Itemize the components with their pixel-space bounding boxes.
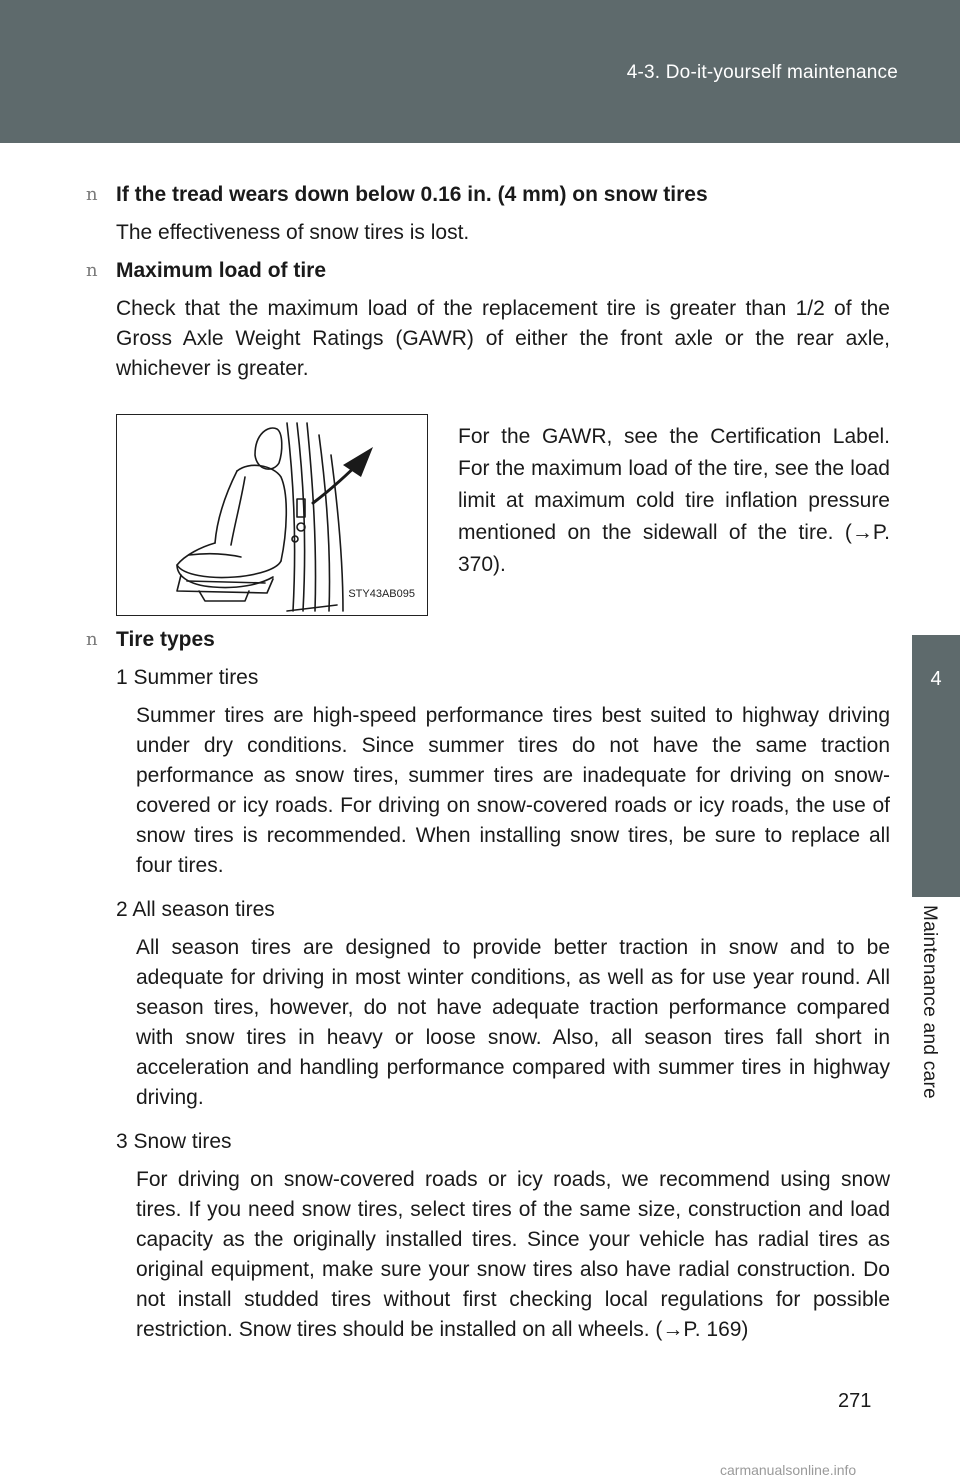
chapter-number: 4: [930, 668, 942, 690]
seat-door-illustration: [116, 414, 428, 616]
item-body-all-season: All season tires are designed to provide better traction in snow and to be adequate for driving in most winter conditions, as well as for use year round. All season tires, however, do not have adequate traction performance compared with snow tires in heavy or loose snow. Also, all season tires fall short in acceleration and handling performance compared with summer tires in highway driving.: [136, 936, 890, 1109]
item-title-all-season: 2 All season tires: [116, 898, 275, 921]
watermark: carmanualsonline.info: [720, 1462, 857, 1478]
heading-tire-types: n Tire types: [72, 625, 890, 655]
item-title-snow: 3 Snow tires: [116, 1130, 232, 1153]
chapter-label: Maintenance and care: [919, 905, 940, 1100]
item-body-summer: Summer tires are high-speed performance tires best suited to highway driving under dry conditions. Since summer tires do not have the same traction performance as snow tires, summer tires are inadequate for driving on snow-covered or icy roads. For driving on snow-covered roads or icy roads, the use of snow tires is recommended. When installing snow tires, be sure to replace all four tires.: [136, 704, 890, 877]
figure-code: STY43AB095: [348, 588, 415, 600]
section-title: 4-3. Do-it-yourself maintenance: [626, 62, 898, 83]
figure-caption: For the GAWR, see the Certification Label. For the maximum load of the tire, see the load limit at maximum cold tire inflation pressure mentioned on the sidewall of the tire. (→P. 370).: [458, 425, 890, 576]
paragraph-max-load: Check that the maximum load of the replacement tire is greater than 1/2 of the Gross Axle Weight Ratings (GAWR) of either the front axle or the rear axle, whichever is greater.: [116, 297, 890, 380]
heading-max-load: n Maximum load of tire: [72, 256, 890, 286]
figure-row: [72, 400, 890, 615]
bullet-icon: n: [86, 629, 98, 650]
paragraph-snow-tread: The effectiveness of snow tires is lost.: [116, 221, 470, 244]
bullet-icon: n: [86, 184, 98, 205]
item-body-snow: For driving on snow-covered roads or icy roads, we recommend using snow tires. If you need snow tires, select tires of the same size, construction and load capacity as the originally installed tires. Since your vehicle has radial tires as original equipment, make sure your snow tires also have radial construction. Do not install studded tires without first checking local regulations for possible restriction. Snow tires should be installed on all wheels. (→P. 169): [136, 1168, 890, 1341]
page-number: 271: [838, 1390, 872, 1412]
item-title-summer: 1 Summer tires: [116, 666, 259, 689]
page-content: [72, 180, 890, 1345]
heading-snow-tread: n If the tread wears down below 0.16 in. (4 mm) on snow tires: [72, 180, 890, 210]
bullet-icon: n: [86, 260, 98, 281]
